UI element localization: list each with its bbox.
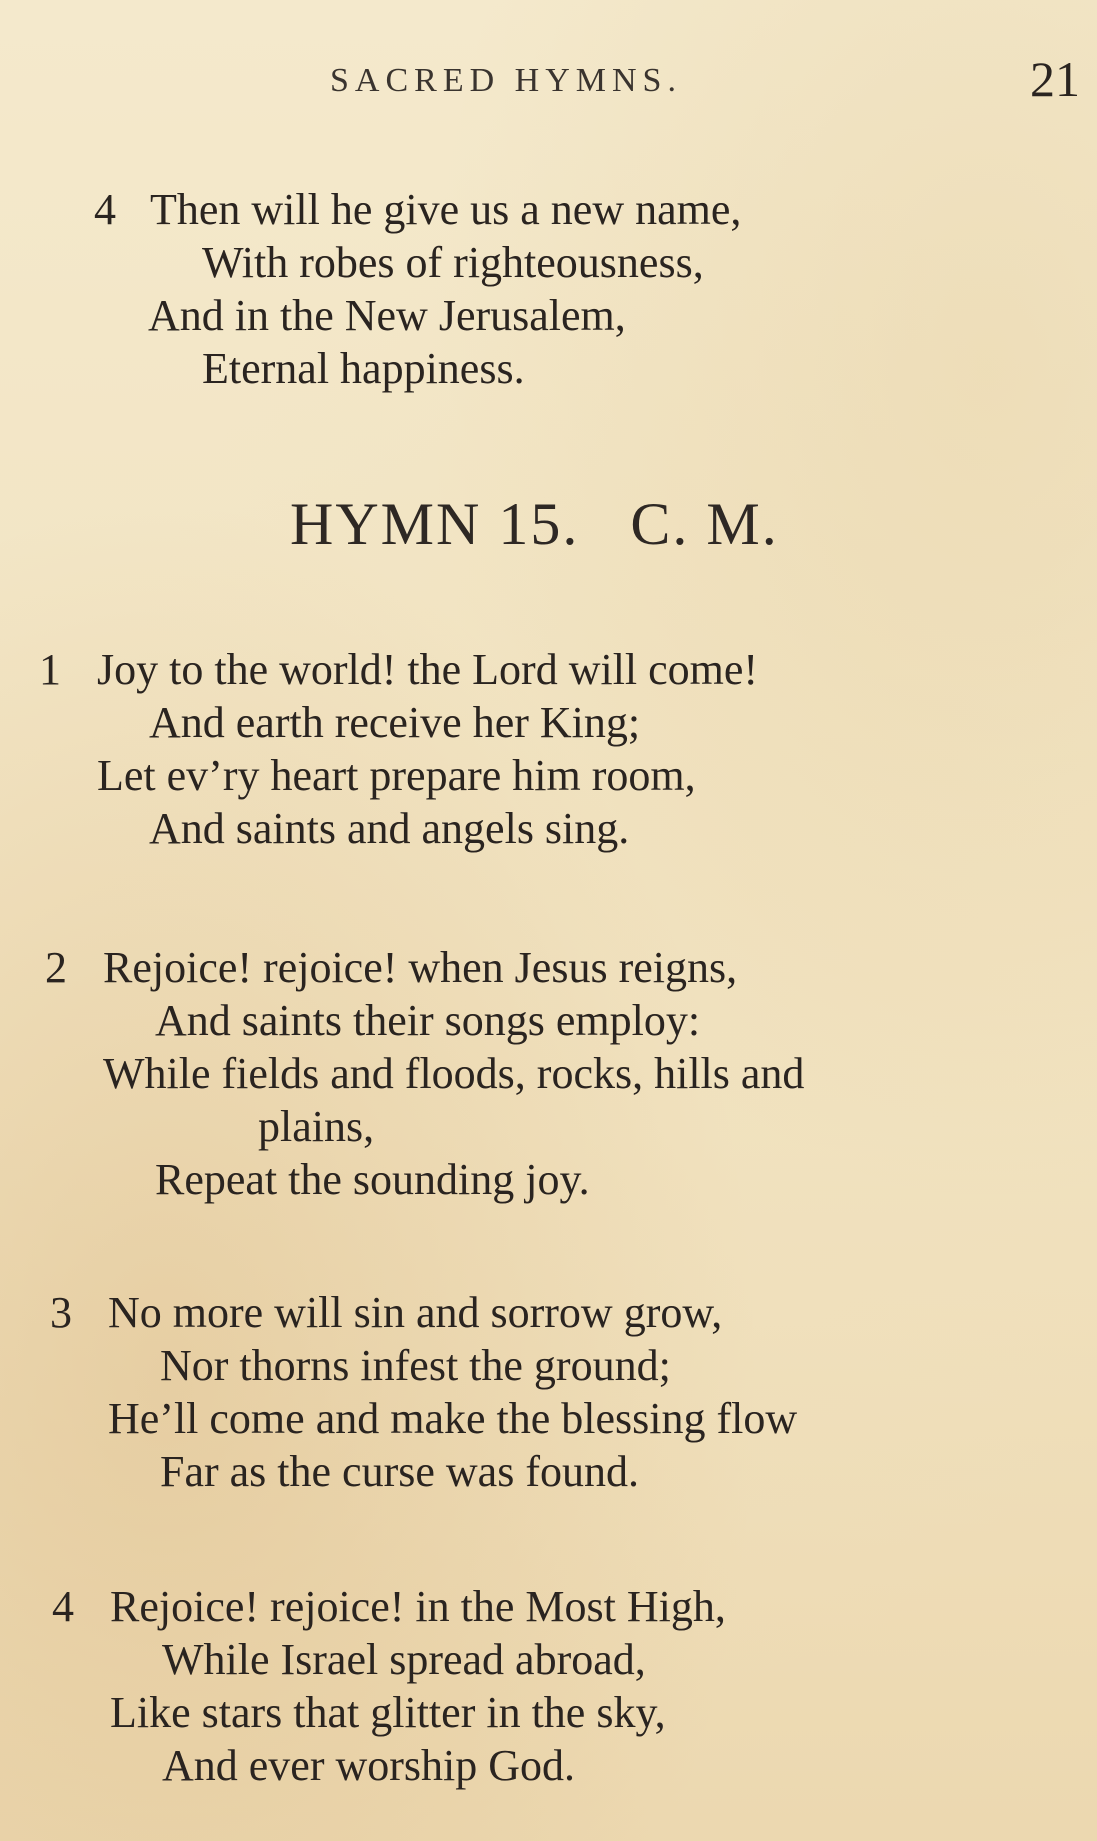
stanza-line (108, 1392, 797, 1445)
stanza-number: 4 (94, 185, 116, 234)
stanza-4 (52, 1580, 726, 1792)
stanza-line-text: And in the New Jerusalem, (148, 291, 626, 340)
stanza-line (103, 994, 804, 1047)
stanza-line (103, 1153, 804, 1206)
stanza-line (148, 289, 741, 342)
stanza-number: 3 (50, 1288, 72, 1337)
stanza-line (45, 941, 804, 994)
stanza-line-text: And saints their songs employ: (155, 996, 701, 1045)
stanza-line-text: Rejoice! rejoice! in the Most High, (110, 1582, 726, 1631)
stanza-line-text: Eternal happiness. (202, 344, 525, 393)
stanza-3 (50, 1286, 798, 1498)
stanza-number: 2 (45, 943, 67, 992)
stanza-line (110, 1633, 726, 1686)
hymn-title-text: HYMN 15. C. M. (290, 491, 779, 557)
stanza-line (110, 1686, 726, 1739)
stanza-line (52, 1580, 726, 1633)
stanza-line (97, 696, 758, 749)
stanza-line (150, 236, 741, 289)
running-head: SACRED HYMNS. (330, 62, 682, 99)
stanza-line-text: With robes of righteousness, (202, 238, 704, 287)
stanza-line-text: And earth receive her King; (149, 698, 641, 747)
stanza-line-text: Far as the curse was found. (160, 1447, 639, 1496)
stanza-line-text: Joy to the world! the Lord will come! (97, 645, 759, 694)
stanza-line-text: And saints and angels sing. (149, 804, 630, 853)
stanza-line (110, 1739, 726, 1792)
stanza-1 (39, 643, 759, 855)
stanza-line-text: Rejoice! rejoice! when Jesus reigns, (103, 943, 738, 992)
stanza-2 (45, 941, 805, 1206)
stanza-line-continuation (103, 1100, 804, 1153)
stanza-line (108, 1339, 797, 1392)
stanza-line-text: Then will he give us a new name, (150, 185, 742, 234)
hymn-title (290, 490, 779, 559)
stanza-line-text: Let ev’ry heart prepare him room, (97, 751, 696, 800)
page-number: 21 (1030, 51, 1080, 107)
stanza-line (103, 1047, 804, 1100)
stanza-line (94, 183, 742, 236)
stanza-line-text: plains, (258, 1102, 375, 1151)
stanza-number: 4 (52, 1582, 74, 1631)
stanza-line (97, 749, 758, 802)
stanza-line-text: Repeat the sounding joy. (155, 1155, 590, 1204)
stanza-line (39, 643, 759, 696)
stanza-line (108, 1445, 797, 1498)
stanza-line-text: No more will sin and sorrow grow, (108, 1288, 723, 1337)
stanza-number: 1 (39, 645, 61, 694)
stanza-line-text: While Israel spread abroad, (162, 1635, 646, 1684)
stanza-line-text: Like stars that glitter in the sky, (110, 1688, 666, 1737)
stanza-line-text: Nor thorns infest the ground; (160, 1341, 671, 1390)
stanza-line (50, 1286, 797, 1339)
previous-hymn-stanza (94, 183, 742, 395)
stanza-line (150, 342, 741, 395)
stanza-line (97, 802, 758, 855)
stanza-line-text: While fields and floods, rocks, hills and (103, 1049, 805, 1098)
stanza-line-text: He’ll come and make the blessing flow (108, 1394, 798, 1443)
stanza-line-text: And ever worship God. (162, 1741, 576, 1790)
